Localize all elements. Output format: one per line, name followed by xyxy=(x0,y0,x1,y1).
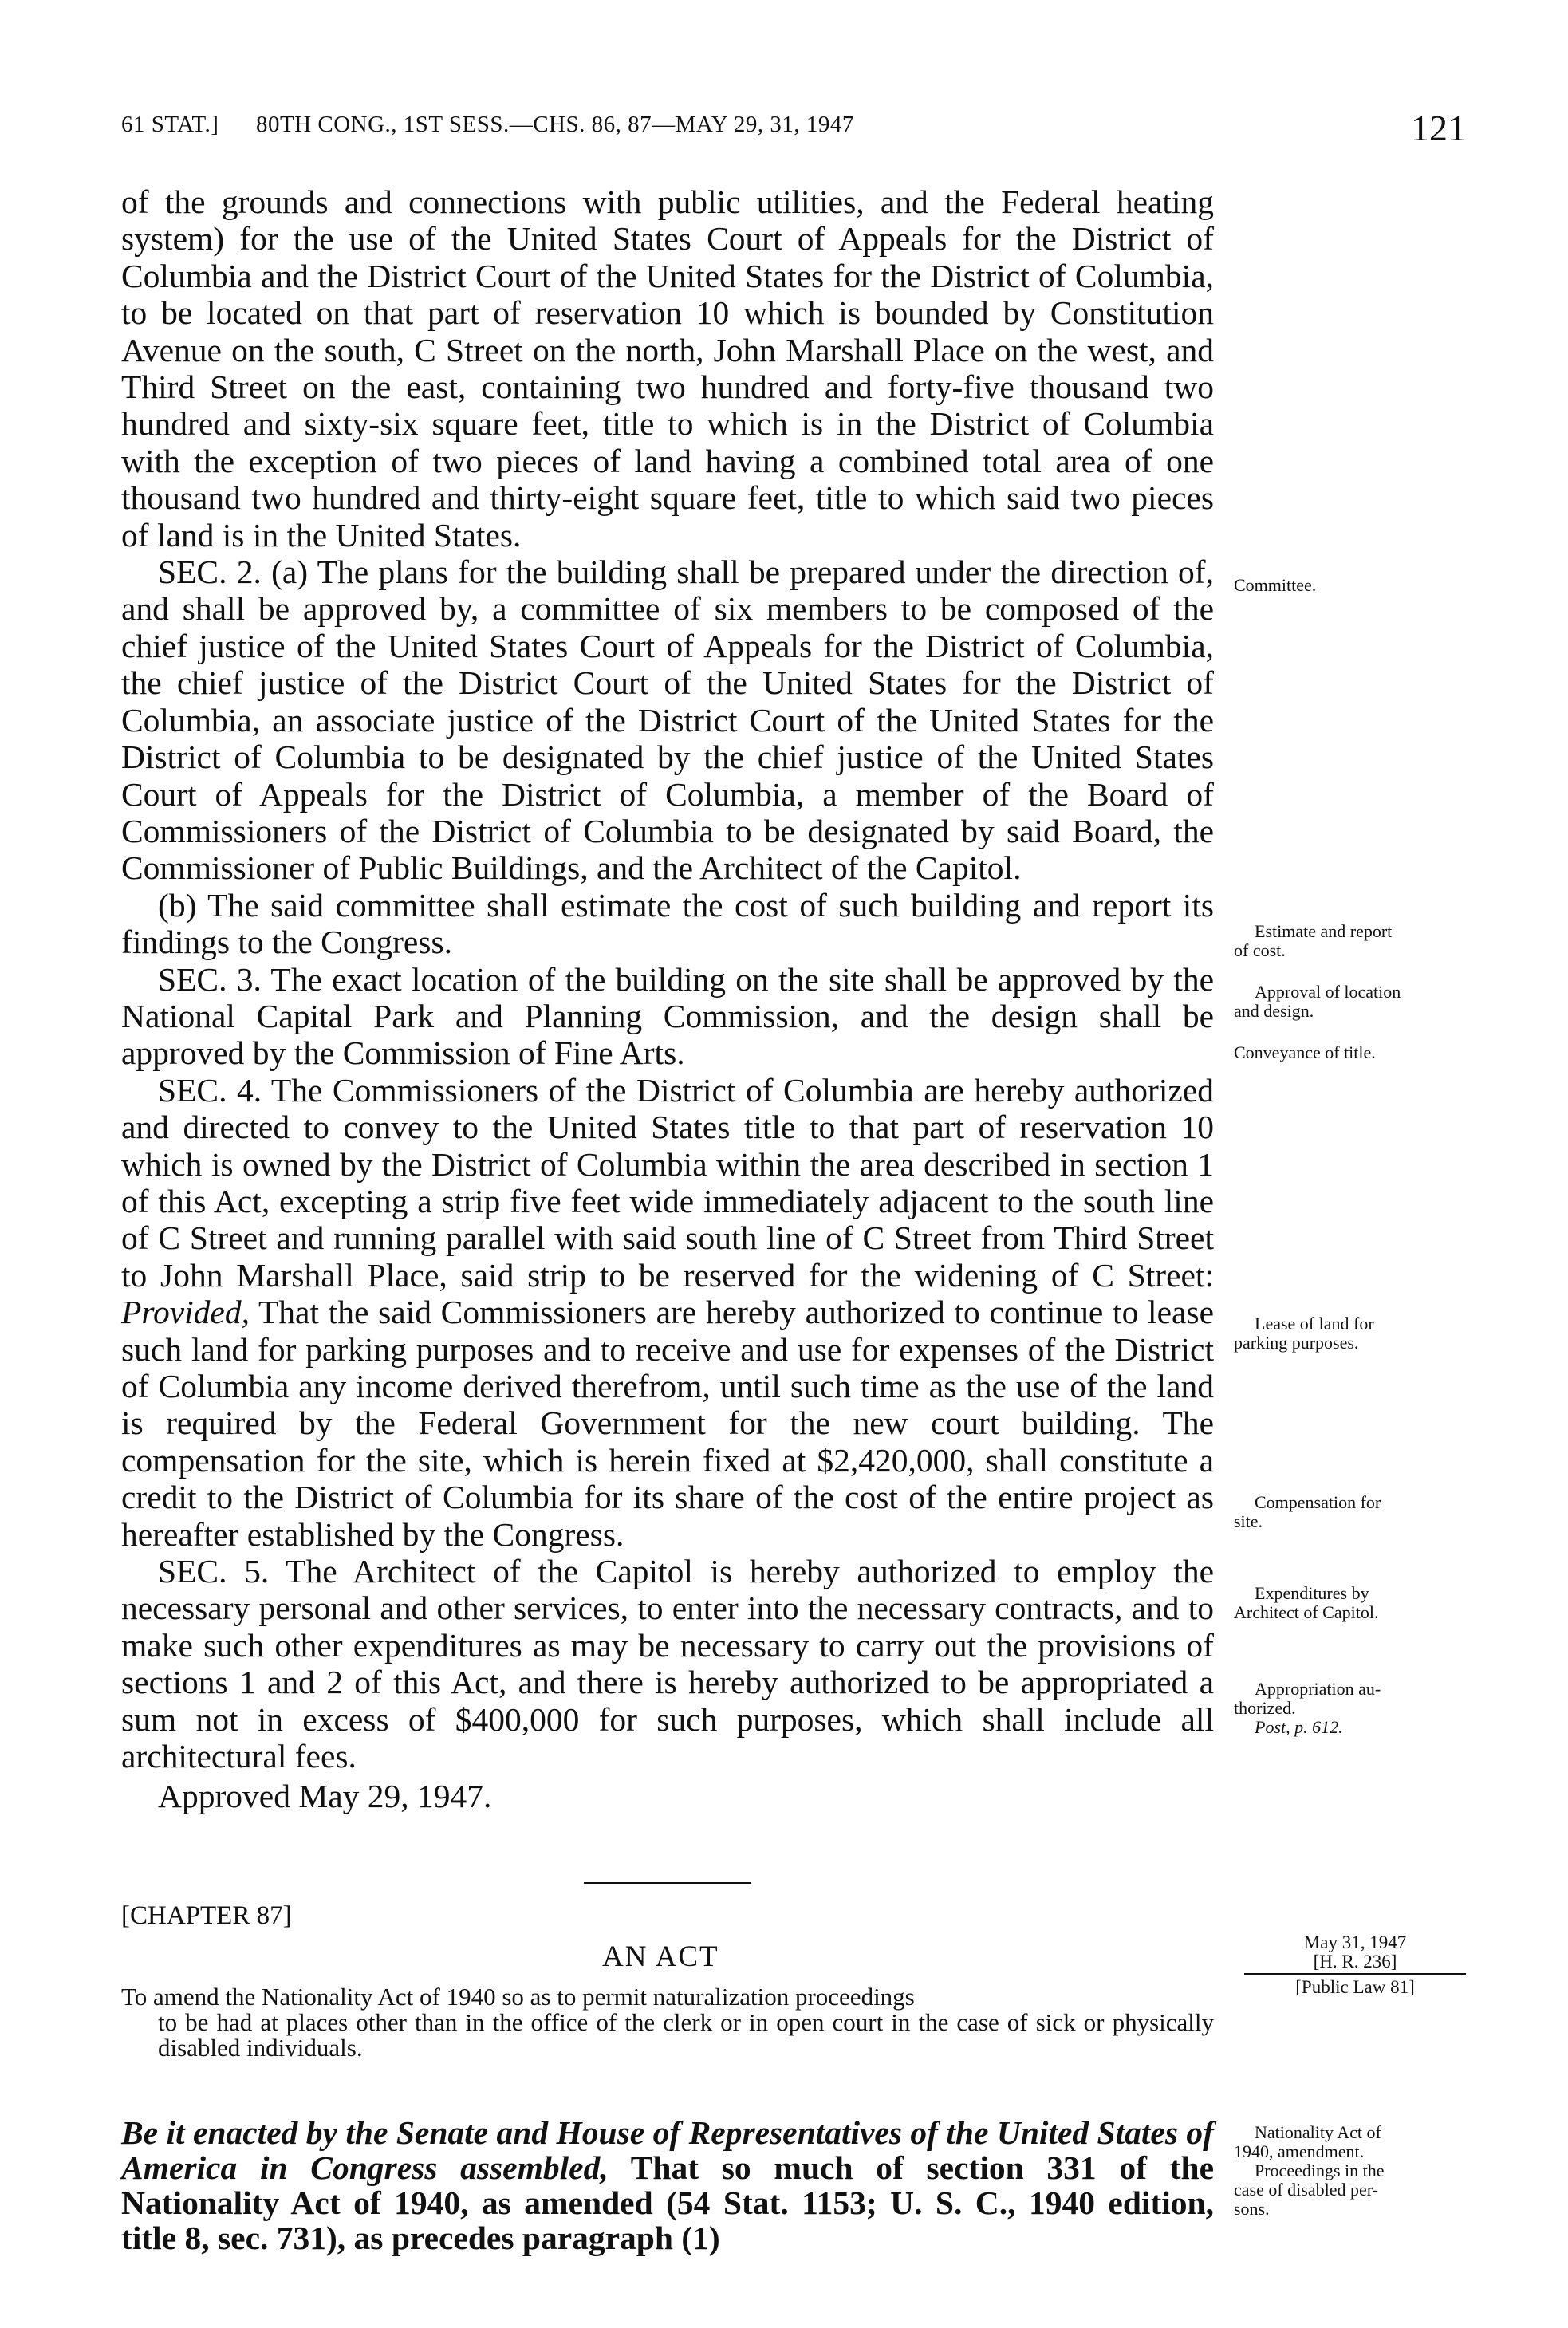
chapter-label: [CHAPTER 87] xyxy=(121,1901,292,1930)
act-date: May 31, 1947 xyxy=(1303,1932,1407,1952)
margin-note-compensation: Compensation for site. xyxy=(1234,1492,1381,1531)
running-head: 61 STAT.] 80TH CONG., 1ST SESS.—CHS. 86, 87—MAY 29, 31, 1947 xyxy=(121,112,854,137)
margin-note-committee: Committee. xyxy=(1234,575,1317,595)
section-5: SEC. 5. The Architect of the Capitol is hereby authorized to employ the necessary personal and other services, to enter into the necessary contracts, and to make such other expenditures as may be necessary to carry out the provisions of sections 1 and 2 of this Act, and there is hereby authorized to be appropriated a sum not in excess of $400,000 for such purposes, which shall include all architectural fees. xyxy=(121,1553,1214,1775)
margin-note-estimate: Estimate and report of cost. xyxy=(1234,921,1393,960)
public-law-number: [Public Law 81] xyxy=(1295,1977,1415,1997)
section-2b: (b) The said committee shall estimate the cost of such building and report its findings to the Congress. xyxy=(121,886,1214,961)
enacting-clause xyxy=(121,2115,1214,2255)
section-4-text: SEC. 4. The Commissioners of the District of Columbia are hereby authorized and directed to convey to the United States title to that part of reservation 10 which is owned by the District of Columbia within the area described in section 1 of this Act, excepting a strip five feet wide immediately adjacent to the south line of C Street and running parallel with said south line of C Street from Third Street to John Marshall Place, said strip to be reserved for the widening of C Street: xyxy=(121,1071,1214,1294)
law-info-rule xyxy=(1244,1973,1466,1975)
chapter-divider xyxy=(584,1882,751,1884)
page-number: 121 xyxy=(1411,108,1466,148)
public-law-number-box xyxy=(1244,1978,1466,1997)
section-4-text-cont: That the said Commissioners are hereby authorized to continue to lease such land for parking purposes and to receive and use for expenses of the District of Columbia any income derived therefrom, until such time as the use of the land is required by the Federal Government for the new court building. The compensation for the site, which is herein fixed at $2,420,000, shall constitute a credit to the District of Columbia for its share of the cost of the entire project as hereafter established by the Congress. xyxy=(121,1294,1214,1553)
public-law-info xyxy=(1244,1933,1466,1972)
margin-note-conveyance: Conveyance of title. xyxy=(1234,1042,1376,1062)
margin-note-expenditures: Expenditures by Architect of Capitol. xyxy=(1234,1583,1379,1622)
bill-number: [H. R. 236] xyxy=(1313,1952,1397,1972)
margin-note-lease: Lease of land for parking purposes. xyxy=(1234,1314,1374,1353)
enacting-italic: Be it enacted by the Senate and House of Representatives of the United States of America in Congress assembled, xyxy=(121,2114,1214,2186)
enacting-text: That so much of section 331 of the Nationality Act of 1940, as amended (54 Stat. 1153; U. S. C., 1940 edition, title 8, sec. 731), as precedes paragraph (1) xyxy=(121,2149,1215,2256)
margin-note-approval: Approval of location and design. xyxy=(1234,982,1401,1021)
margin-note-appropriation: Appropriation au- thorized. Post, p. 612. xyxy=(1234,1679,1381,1737)
act-title: AN ACT xyxy=(602,1940,719,1973)
page-header xyxy=(121,108,1466,160)
approval-line: Approved May 29, 1947. xyxy=(158,1778,492,1815)
act-purpose: To amend the Nationality Act of 1940 so as to permit naturalization proceedings to be had at places other than in the office of the clerk or in open court in the case of sick or physically disabled individuals. xyxy=(121,1983,1214,2062)
margin-note-nationality: Nationality Act of 1940, amendment. Proceedings in the case of disabled per- sons. xyxy=(1234,2122,1385,2219)
section-3: SEC. 3. The exact location of the building on the site shall be approved by the National Capital Park and Planning Commission, and the design shall be approved by the Commission of Fine Arts. xyxy=(121,960,1214,1072)
main-text xyxy=(121,183,1214,1815)
paragraph-continuation: of the grounds and connections with public utilities, and the Federal heating system) for the use of the United States Court of Appeals for the District of Columbia and the District Court of the United States for the District of Columbia, to be located on that part of reservation 10 which is bounded by Constitution Avenue on the south, C Street on the north, John Marshall Place on the west, and Third Street on the east, containing two hundred and forty-five thousand two hundred and sixty-six square feet, title to which is in the District of Columbia with the exception of two pieces of land having a combined total area of one thousand two hundred and thirty-eight square feet, title to which said two pieces of land is in the United States. xyxy=(121,183,1214,553)
section-2a: SEC. 2. (a) The plans for the building shall be prepared under the direction of, and shall be approved by, a committee of six members to be composed of the chief justice of the United States Court of Appeals for the District of Columbia, the chief justice of the District Court of the United States for the District of Columbia, an associate justice of the District Court of the United States for the District of Columbia to be designated by the chief justice of the United States Court of Appeals for the District of Columbia, a member of the Board of Commissioners of the District of Columbia to be designated by said Board, the Commissioner of Public Buildings, and the Architect of the Capitol. xyxy=(121,553,1214,887)
section-4 xyxy=(121,1072,1214,1553)
provided-italic: Provided, xyxy=(121,1294,250,1331)
